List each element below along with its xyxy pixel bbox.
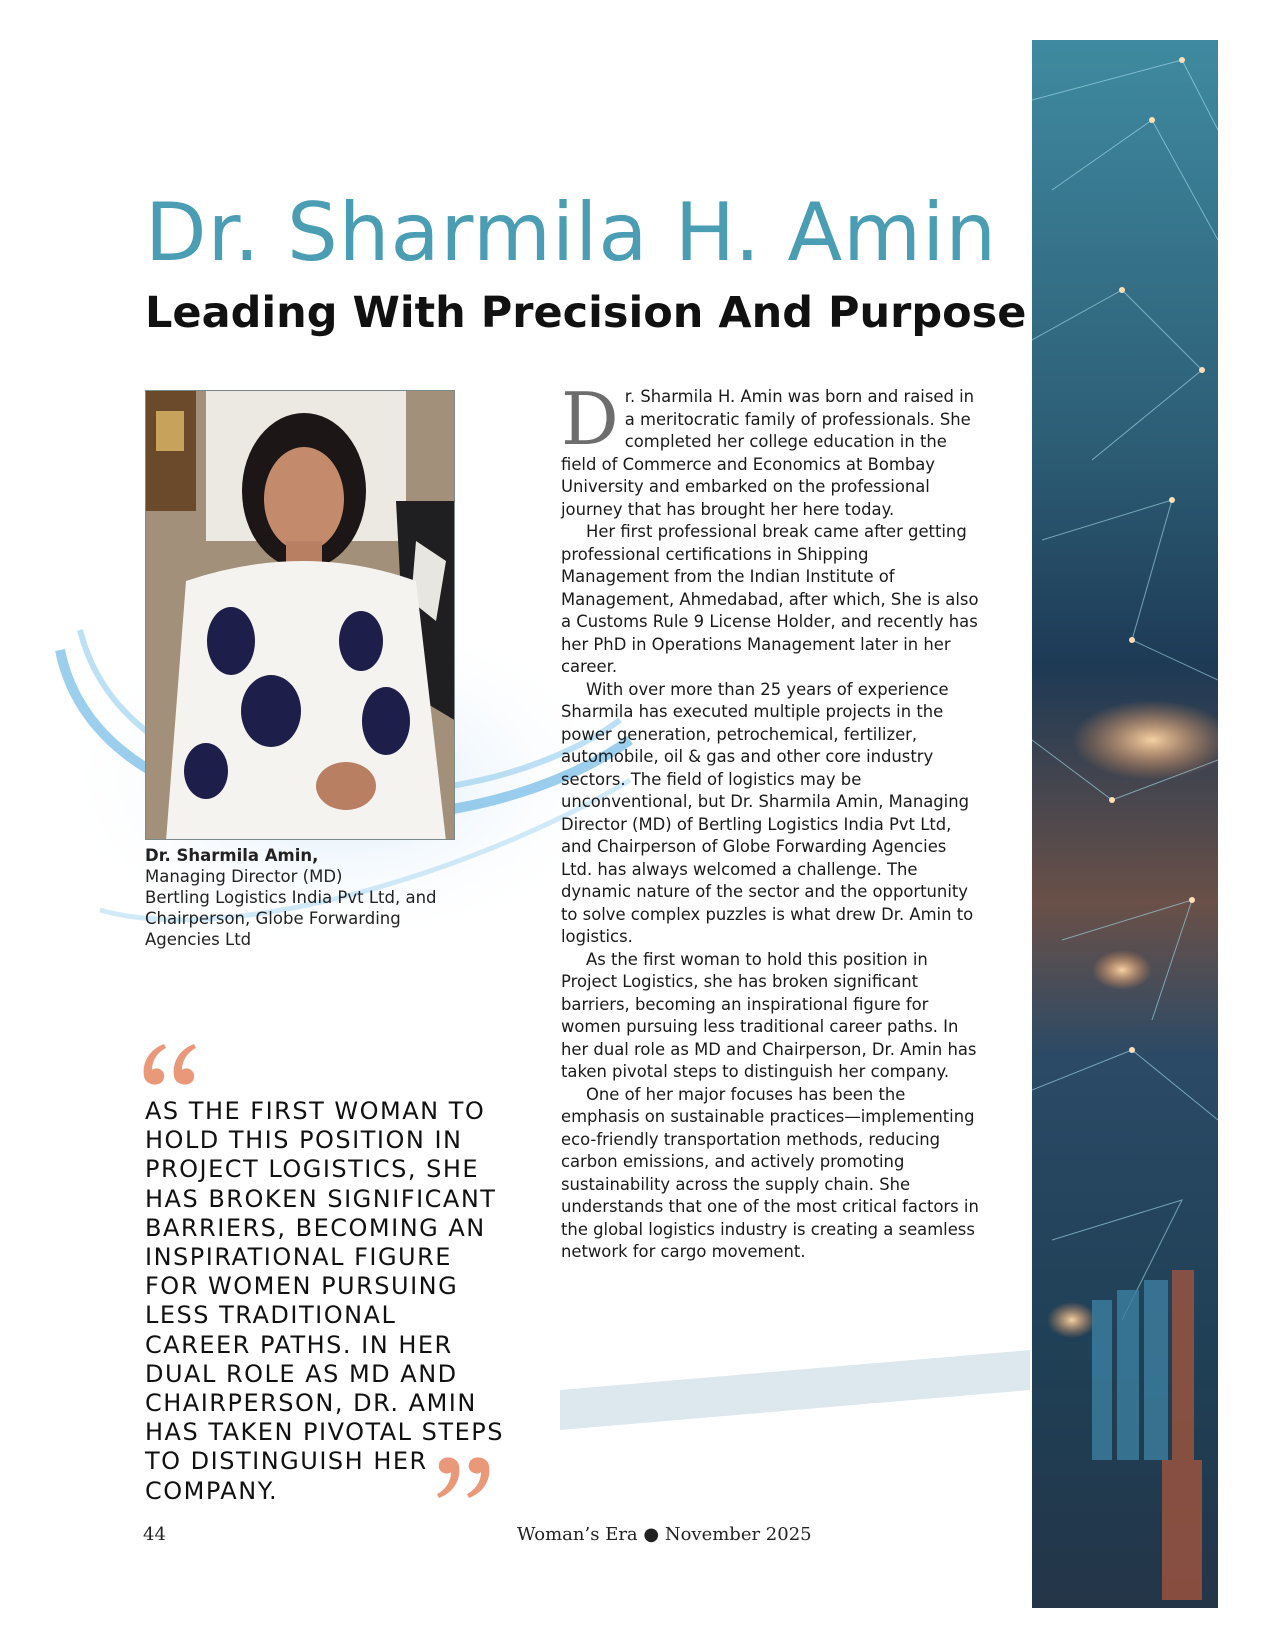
pull-quote-line: CAREER PATHS. IN HER — [145, 1330, 453, 1359]
drop-cap: D — [561, 377, 619, 461]
network-city-image-strip — [1032, 40, 1218, 1608]
pull-quote-line: INSPIRATIONAL FIGURE — [145, 1243, 452, 1272]
caption-line: Agencies Ltd — [145, 930, 252, 949]
portrait-photo — [145, 390, 455, 840]
photo-caption — [145, 845, 475, 950]
pull-quote-line: HAS TAKEN PIVOTAL STEPS — [145, 1418, 504, 1447]
pull-quote-line: COMPANY. — [145, 1476, 279, 1505]
open-quote-icon — [140, 1040, 200, 1092]
pull-quote-line: LESS TRADITIONAL — [145, 1301, 397, 1330]
pull-quote-line: HOLD THIS POSITION IN — [145, 1126, 463, 1155]
magazine-footer: Woman’s Era ● November 2025 — [517, 1524, 812, 1545]
body-paragraph-1 — [561, 377, 981, 521]
caption-name: Dr. Sharmila Amin, — [145, 846, 319, 865]
paragraph-text: r. Sharmila H. Amin was born and raised in a meritocratic family of professionals. She completed her college education in the field of Commerce and Economics at Bombay University and embarked on the professional journey that has brought her here today. — [561, 387, 975, 519]
pull-quote-line: AS THE FIRST WOMAN TO — [145, 1097, 486, 1125]
caption-line: Managing Director (MD) — [145, 867, 343, 886]
body-paragraph-2: Her first professional break came after getting professional certifications in Shipping Management from the Indian Institute of Management, Ahmedabad, after which, She is also a Customs Rule 9 License Holder, and recently has her PhD in Operations Management later in her career. — [561, 522, 979, 676]
body-paragraph-3: With over more than 25 years of experience Sharmila has executed multiple projects in the power generation, petrochemical, fertilizer, automobile, oil & gas and other core industry sectors. The field of logistics may be unconventional, but Dr. Sharmila Amin, Managing Director (MD) of Bertling Logistics India Pvt Ltd, and Chairperson of Globe Forwarding Agencies Ltd. has always welcomed a challenge. The dynamic nature of the sector and the opportunity to solve complex puzzles is what drew Dr. Amin to logistics. — [561, 679, 974, 946]
caption-line: Bertling Logistics India Pvt Ltd, and — [145, 888, 437, 907]
pull-quote-line: TO DISTINGUISH HER — [145, 1447, 428, 1476]
caption-line: Chairperson, Globe Forwarding — [145, 909, 401, 928]
pull-quote — [145, 1097, 515, 1506]
close-quote-icon — [435, 1450, 493, 1502]
pull-quote-line: BARRIERS, BECOMING AN — [145, 1213, 486, 1242]
body-paragraph-5: One of her major focuses has been the emphasis on sustainable practices—implementing eco-friendly transportation methods, reducing carbon emissions, and actively promoting sustainability across the supply chain. She understands that one of the most critical factors in the global logistics industry is creating a seamless network for cargo movement. — [561, 1084, 979, 1261]
body-paragraph-4: As the first woman to hold this position in Project Logistics, she has broken significant barriers, becoming an inspirational figure for women pursuing less traditional career paths. In her dual role as MD and Chairperson, Dr. Amin has taken pivotal steps to distinguish her company. — [561, 949, 977, 1081]
pull-quote-line: FOR WOMEN PURSUING — [145, 1272, 459, 1301]
decorative-stripe — [560, 1350, 1030, 1450]
article-body — [561, 377, 981, 1264]
pull-quote-line: DUAL ROLE AS MD AND — [145, 1359, 458, 1388]
pull-quote-line: HAS BROKEN SIGNIFICANT — [145, 1184, 497, 1213]
article-subtitle: Leading With Precision And Purpose — [145, 288, 1027, 338]
article-title: Dr. Sharmila H. Amin — [145, 186, 998, 279]
page-number: 44 — [143, 1524, 166, 1545]
pull-quote-line: PROJECT LOGISTICS, SHE — [145, 1155, 480, 1184]
pull-quote-line: CHAIRPERSON, DR. AMIN — [145, 1389, 477, 1418]
